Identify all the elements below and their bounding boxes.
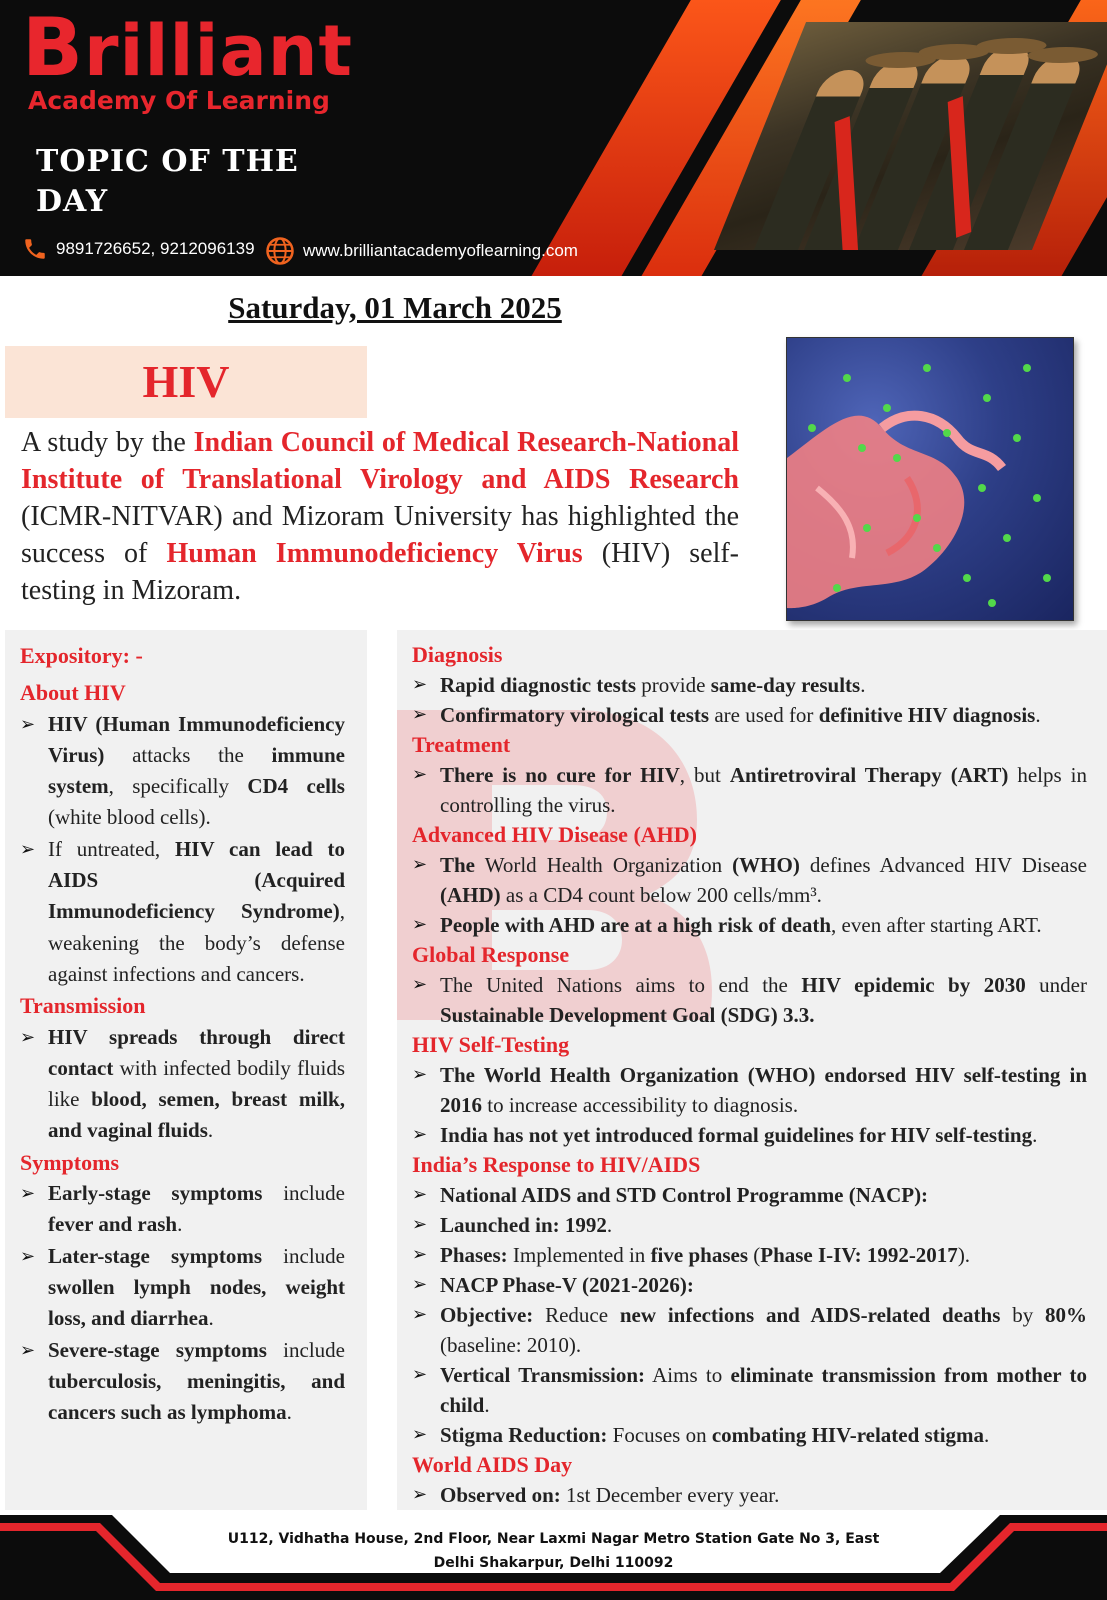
list-item: ➢ Rapid diagnostic tests provide same-day results. — [412, 670, 1087, 700]
footer — [0, 1515, 1107, 1600]
website-contact[interactable] — [265, 236, 578, 266]
list-item: ➢ HIV (Human Immunodeficiency Virus) attacks the immune system, specifically CD4 cells (white blood cells). — [20, 709, 345, 834]
arrow-bullet-icon: ➢ — [412, 1274, 428, 1295]
hiv-virus-image — [786, 337, 1074, 621]
arrow-bullet-icon: ➢ — [412, 704, 428, 725]
list-item: ➢ Launched in: 1992. — [412, 1210, 1087, 1240]
list-item: ➢ India has not yet introduced formal guidelines for HIV self-testing. — [412, 1120, 1087, 1150]
left-column — [5, 630, 367, 1510]
arrow-bullet-icon: ➢ — [20, 838, 36, 860]
header-banner — [0, 0, 1107, 276]
section-heading-india-response: India’s Response to HIV/AIDS — [412, 1152, 701, 1177]
list-item: ➢ Early-stage symptoms include fever and rash. — [20, 1178, 345, 1241]
arrow-bullet-icon: ➢ — [412, 1184, 428, 1205]
intro-highlight: Human Immunodeficiency Virus — [166, 538, 583, 569]
footer-address: U112, Vidhatha House, 2nd Floor, Near Laxmi Nagar Metro Station Gate No 3, East Delhi Shakarpur, Delhi 110092 — [227, 1531, 880, 1571]
topic-line-1: TOPIC OF THE — [36, 144, 299, 179]
arrow-bullet-icon: ➢ — [412, 1244, 428, 1265]
list-item: ➢ Later-stage symptoms include swollen lymph nodes, weight loss, and diarrhea. — [20, 1241, 345, 1335]
intro-highlight: Indian Council of Medical Research-National Institute of Translational Virology and AIDS Research — [21, 427, 739, 495]
intro-paragraph: A study by the Indian Council of Medical Research-National Institute of Translational Virology and AIDS Research (ICMR-NITVAR) and Mizoram University has highlighted the success of Human Immunodeficiency Virus (HIV) self-testing in Mizoram. — [21, 427, 740, 606]
arrow-bullet-icon: ➢ — [412, 764, 428, 785]
arrow-bullet-icon: ➢ — [412, 974, 428, 995]
section-heading-diagnosis: Diagnosis — [412, 642, 503, 667]
website-link[interactable]: www.brilliantacademyoflearning.com — [303, 241, 578, 260]
section-heading-world-aids-day: World AIDS Day — [412, 1452, 573, 1477]
arrow-bullet-icon: ➢ — [412, 1304, 428, 1325]
arrow-bullet-icon: ➢ — [412, 914, 428, 935]
list-item: ➢ Stigma Reduction: Focuses on combating HIV-related stigma. — [412, 1420, 1087, 1450]
list-item: ➢ Severe-stage symptoms include tuberculosis, meningitis, and cancers such as lymphoma. — [20, 1335, 345, 1429]
list-item: ➢ NACP Phase-V (2021-2026): — [412, 1270, 1087, 1300]
arrow-bullet-icon: ➢ — [412, 1064, 428, 1085]
list-item: ➢ Phases: Implemented in five phases (Phase I-IV: 1992-2017). — [412, 1240, 1087, 1270]
phone-icon — [22, 236, 48, 262]
list-item: ➢ HIV spreads through direct contact with infected bodily fluids like blood, semen, breast milk, and vaginal fluids. — [20, 1022, 345, 1147]
logo-letter: B — [22, 1, 84, 94]
list-item: ➢ Observed on: 1st December every year. — [412, 1480, 1087, 1510]
phone-numbers: 9891726652, 9212096139 — [56, 239, 255, 258]
arrow-bullet-icon: ➢ — [412, 1124, 428, 1145]
section-heading-ahd: Advanced HIV Disease (AHD) — [412, 822, 697, 847]
topic-title-box — [5, 346, 367, 418]
list-item: ➢ The World Health Organization (WHO) defines Advanced HIV Disease (AHD) as a CD4 count below 200 cells/mm³. — [412, 850, 1087, 910]
arrow-bullet-icon: ➢ — [20, 713, 36, 735]
list-item: ➢ Vertical Transmission: Aims to eliminate transmission from mother to child. — [412, 1360, 1087, 1420]
arrow-bullet-icon: ➢ — [412, 1484, 428, 1505]
list-item: ➢ If untreated, HIV can lead to AIDS (Acquired Immunodeficiency Syndrome), weakening the body’s defense against infections and cancers. — [20, 834, 345, 990]
right-column — [397, 630, 1107, 1510]
arrow-bullet-icon: ➢ — [20, 1183, 36, 1205]
section-heading-self-testing: HIV Self-Testing — [412, 1032, 570, 1057]
globe-icon — [265, 236, 295, 266]
page-date: Saturday, 01 March 2025 — [228, 290, 562, 325]
topic-title: HIV — [142, 356, 230, 407]
section-heading-about: About HIV — [20, 680, 126, 706]
arrow-bullet-icon: ➢ — [20, 1339, 36, 1361]
section-heading-treatment: Treatment — [412, 732, 511, 757]
arrow-bullet-icon: ➢ — [20, 1245, 36, 1267]
arrow-bullet-icon: ➢ — [412, 1424, 428, 1445]
arrow-bullet-icon: ➢ — [412, 674, 428, 695]
list-item: ➢ People with AHD are at a high risk of death, even after starting ART. — [412, 910, 1087, 940]
list-item: ➢ The World Health Organization (WHO) endorsed HIV self-testing in 2016 to increase accessibility to diagnosis. — [412, 1060, 1087, 1120]
phone-contact — [22, 236, 255, 262]
topic-line-2: DAY — [36, 184, 109, 219]
list-item: ➢ Objective: Reduce new infections and AIDS-related deaths by 80% (baseline: 2010). — [412, 1300, 1087, 1360]
list-item: ➢ Confirmatory virological tests are used for definitive HIV diagnosis. — [412, 700, 1087, 730]
section-heading-transmission: Transmission — [20, 993, 146, 1019]
list-item: ➢ The United Nations aims to end the HIV epidemic by 2030 under Sustainable Development Goal (SDG) 3.3. — [412, 970, 1087, 1030]
section-heading-expository: Expository: - — [20, 643, 143, 668]
arrow-bullet-icon: ➢ — [412, 1364, 428, 1385]
logo-text: rilliant — [83, 10, 354, 92]
topic-of-the-day — [36, 142, 299, 222]
arrow-bullet-icon: ➢ — [20, 1026, 36, 1048]
arrow-bullet-icon: ➢ — [412, 1214, 428, 1235]
section-heading-symptoms: Symptoms — [20, 1149, 120, 1175]
brand-logo — [22, 1, 354, 115]
section-heading-global-response: Global Response — [412, 942, 570, 967]
arrow-bullet-icon: ➢ — [412, 854, 428, 875]
list-item: ➢ There is no cure for HIV, but Antiretroviral Therapy (ART) helps in controlling the virus. — [412, 760, 1087, 820]
list-item: ➢ National AIDS and STD Control Programme (NACP): — [412, 1180, 1087, 1210]
logo-subtitle: Academy Of Learning — [28, 86, 330, 115]
